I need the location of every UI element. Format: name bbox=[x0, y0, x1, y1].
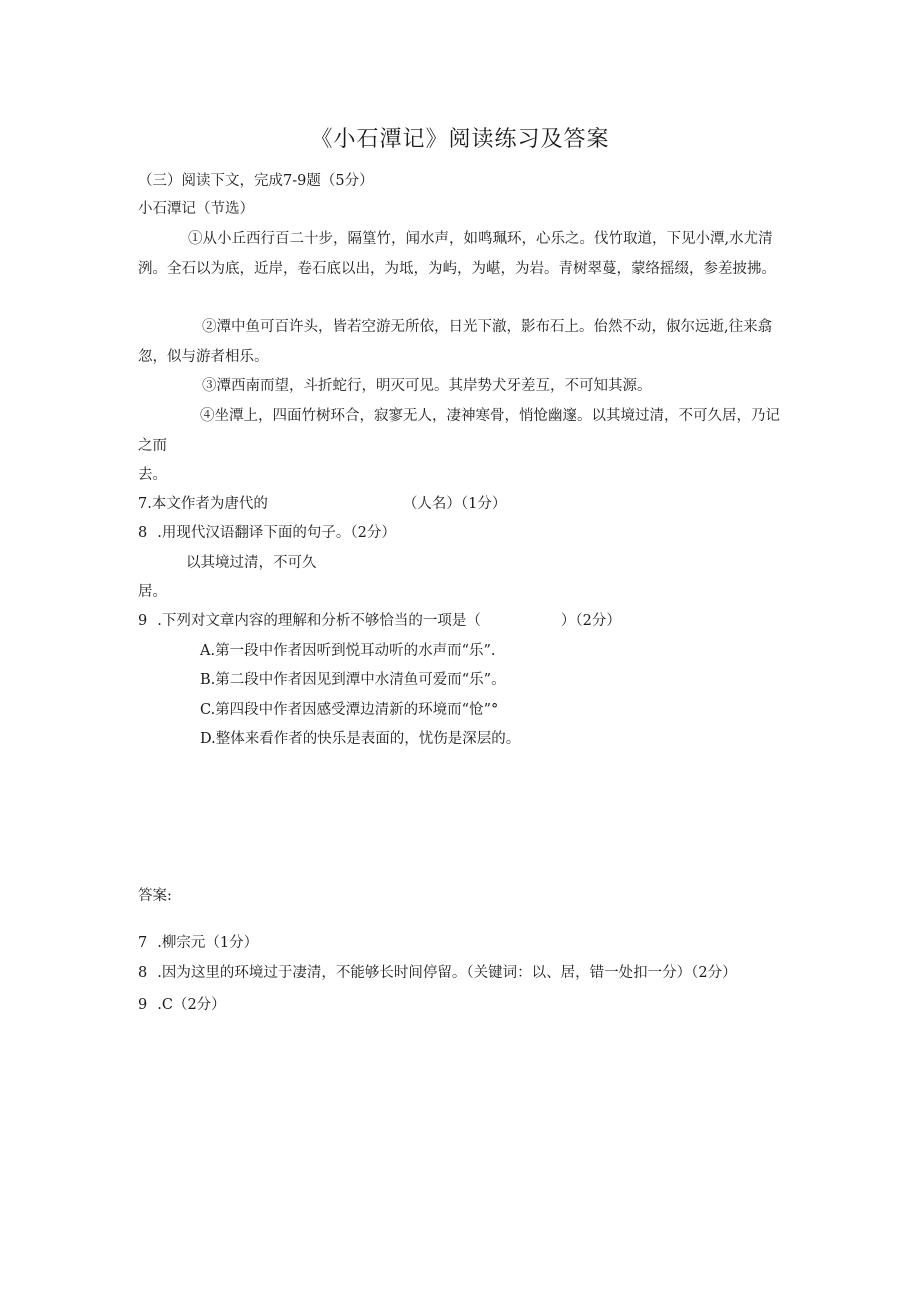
option-a: A.第一段中作者因听到悦耳动听的水声而“乐”. bbox=[200, 643, 496, 659]
passage-paragraph-4: ④坐潭上，四面竹树环合，寂寥无人，凄神寒骨，悄怆幽邃。以其境过清，不可久居，乃记之而 bbox=[138, 408, 780, 454]
question-number: 7 bbox=[138, 496, 148, 512]
question-8-sentence: 以其境过清，不可久 bbox=[186, 555, 317, 571]
passage-paragraph-2: ②潭中鱼可百许头，皆若空游无所依，日光下澈，影布石上。佁然不动，俶尔远逝,往来翕忽，似与游者相乐。 bbox=[138, 319, 773, 365]
answer-text: .C（2分） bbox=[157, 997, 226, 1013]
passage-subtitle: 小石潭记（节选） bbox=[138, 201, 254, 217]
answer-text: .因为这里的环境过于凄清，不能够长时间停留。（关键词：以、居，错一处扣一分）（2分） bbox=[157, 965, 737, 981]
answer-7 bbox=[138, 933, 258, 953]
answer-number: 7 bbox=[138, 935, 148, 951]
question-8-sentence-tail: 居。 bbox=[138, 584, 167, 600]
question-text: .下列对文章内容的理解和分析不够恰当的一项是（ bbox=[157, 613, 481, 629]
page-title: 《小石潭记》阅读练习及答案 bbox=[310, 127, 610, 152]
question-number: 8 bbox=[138, 525, 148, 541]
question-9 bbox=[138, 611, 621, 631]
passage-paragraph-4-tail: 去。 bbox=[138, 467, 167, 483]
question-text: .本文作者为唐代的 bbox=[147, 496, 268, 512]
question-number: 9 bbox=[138, 613, 148, 629]
passage-paragraph-3: ③潭西南而望，斗折蛇行，明灭可见。其岸势犬牙差互，不可知其源。 bbox=[202, 378, 652, 394]
question-text: .用现代汉语翻译下面的句子。（2分） bbox=[157, 525, 396, 541]
answer-9 bbox=[138, 995, 226, 1015]
question-8 bbox=[138, 523, 396, 543]
question-text-tail: ）（2分） bbox=[560, 613, 621, 629]
option-c: C.第四段中作者因感受潭边清新的环境而“怆”° bbox=[200, 702, 499, 718]
option-d: D.整体来看作者的快乐是表面的，忧伤是深层的。 bbox=[200, 731, 521, 747]
answer-text: .柳宗元（1分） bbox=[157, 935, 259, 951]
passage-paragraph-1: ①从小丘西行百二十步，隔篁竹，闻水声，如鸣珮环，心乐之。伐竹取道，下见小潭,水尤清洌。全石以为底，近岸，卷石底以出，为坻，为屿，为嵁，为岩。青树翠蔓，蒙络摇缀，参差披拂。 bbox=[138, 231, 776, 277]
answers-heading: 答案: bbox=[138, 888, 172, 904]
option-b: B.第二段中作者因见到潭中水清鱼可爱而“乐”。 bbox=[200, 672, 506, 688]
answer-number: 9 bbox=[138, 997, 148, 1013]
answer-8 bbox=[138, 963, 737, 983]
answer-number: 8 bbox=[138, 965, 148, 981]
question-7 bbox=[138, 494, 506, 514]
question-text-tail: （人名）（1分） bbox=[402, 496, 507, 512]
section-intro: （三）阅读下文，完成7-9题（5分） bbox=[138, 173, 374, 189]
